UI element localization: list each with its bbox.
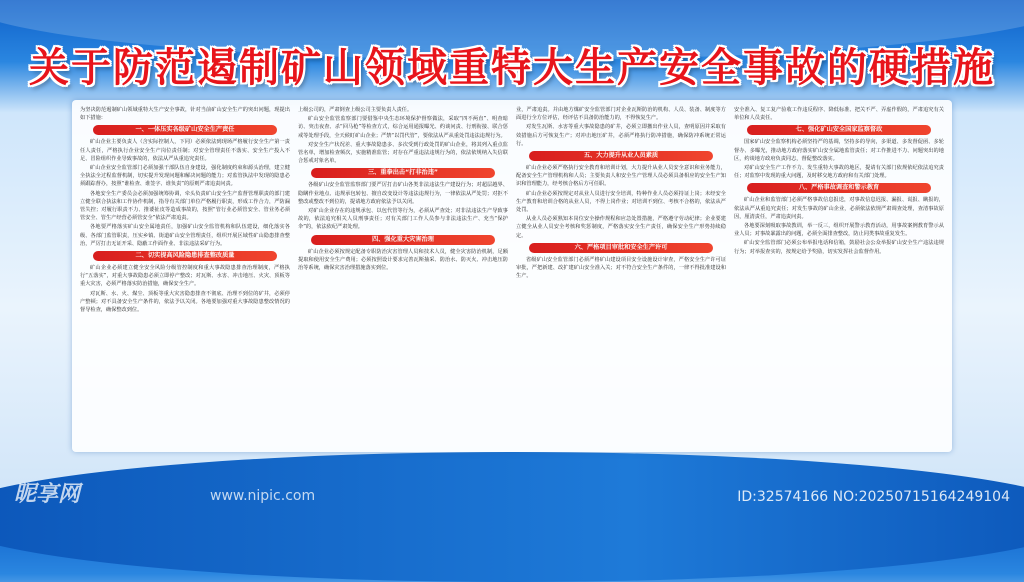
section-heading: 一、一体压实各级矿山安全生产责任 — [93, 125, 278, 135]
section-heading: 五、大力提升从业人员素质 — [529, 151, 714, 161]
section-heading: 二、切实提高风险隐患排查整改质量 — [93, 251, 278, 261]
body-paragraph: 从业人员必须熟知本岗位安全操作规程和应急处置措施，严格遵守劳动纪律；企业要建立健全从业人员安全考核和奖惩制度，严格落实安全生产责任，确保安全生产形势持续稳定。 — [516, 216, 726, 239]
body-paragraph: 矿山企业必须按规定配备专职防治灾害管理人员和技术人员，健全灾害防治机制，足额提取和使用安全生产费用；必须按照设计要求完善瓦斯抽采、防治水、防灭火、冲击地压防治等系统，确保灾害治理措施落实到位。 — [298, 248, 508, 272]
section-heading: 七、强化矿山安全国家监察督政 — [747, 125, 932, 135]
text-column-4 — [734, 106, 944, 446]
body-paragraph: 矿山企业必须按规定对从业人员进行安全培训，特种作业人员必须持证上岗；未经安全生产教育和培训合格的从业人员，不得上岗作业；对培训不到位、考核不合格的，依法从严处罚。 — [516, 190, 726, 214]
body-paragraph: 上级公司的，严肃倒查上级公司主要负责人责任。 — [298, 107, 413, 113]
body-paragraph: 矿山企业必须建立健全安全风险分级管控制度和重大事故隐患排查治理制度，严格执行“五落实”，对重大事故隐患必须立即停产整改；对瓦斯、水害、冲击地压、火灾、顶板等重大灾害，必须严格落实防治措施，确保安全生产。 — [80, 265, 290, 288]
text-column-2 — [298, 106, 508, 446]
body-paragraph: 对矿山企业存在的违规承包、以包代管等行为，必须从严查处；对非法违法生产导致事故的，依法追究相关人员刑事责任；对有关部门工作人员参与非法违法生产、充当“保护伞”的，依法依纪严肃处理。 — [298, 208, 508, 231]
body-paragraph: 业，严肃追责。并由地方煤矿安全监管部门对企业瓦斯防治的机构、人员、装备、制度等方面进行全方位评估，经评估不具备防治能力的，不得恢复生产。 — [516, 107, 726, 122]
body-paragraph: 国家矿山安全监察机构必须坚持严的基调，坚持多的导向，多渠道、多发督促函、多轮督办、多曝光，推动地方政府落实矿山安全属地监管责任；对工作推进不力、问题突出的地区，约谈地方政府负责同志，督促整改落实。 — [734, 139, 944, 162]
body-paragraph: 省级矿山安全监管部门必须严格矿山建设项目安全设施设计审查，严格安全生产许可证审批，严把新建、改扩建矿山安全准入关；对不符合安全生产条件的，一律不得批准建设和生产。 — [516, 256, 726, 280]
section-heading: 四、强化重大灾害治理 — [311, 235, 496, 245]
watermark-id: ID:32574166 NO:20250715164249104 — [737, 489, 1010, 505]
background-swoosh-bottom — [0, 452, 1024, 582]
section-heading: 六、严格项目审批和安全生产许可 — [529, 243, 714, 253]
section-heading: 八、严格事故调查和警示教育 — [747, 183, 932, 193]
body-paragraph: 各级矿山安全监管监察部门要严厉打击矿山各类非法违法生产建设行为；对超层越界、隐瞒作业地点、违规承包转包、擅自改变设计等违法违规行为，一律依法从严处罚；对拒不整改或整改不到位的，提请地方政府依法予以关闭。 — [298, 182, 508, 205]
section-heading: 三、重拳出击“打非治违” — [311, 168, 496, 178]
content-columns — [80, 106, 944, 446]
watermark-brand: 昵享网 — [14, 481, 81, 507]
body-paragraph: 对瓦斯、水、火、煤尘、顶板等重大灾害隐患排查不彻底、治理不到位的矿井，必须停产整顿；对不具备安全生产条件的，依法予以关闭。各地要加强对重大事故隐患整改情况的督导检查，确保整改到位。 — [80, 290, 290, 314]
text-column-3 — [516, 106, 726, 446]
body-paragraph: 矿山企业安全监管部门必须加强干部队伍自身建设，强化制度约束和源头治理，建立健全执法全过程监督机制，切实提升发现问题和解决问题的能力；对监管执法中发现的隐患必须跟踪督办，按照“谁检查、谁签字、谁负责”的原则严肃追责问责。 — [80, 165, 290, 188]
body-paragraph: 各地要深刻吸取事故教训，举一反三，组织开展警示教育活动，用事故案例教育警示从业人员；对事故暴露出的问题，必须全面排查整改，防止同类事故重复发生。 — [734, 223, 944, 238]
intro-paragraph: 为坚决防范遏制矿山领域重特大生产安全事故，针对当前矿山安全生产的突出问题，现提出如下措施： — [80, 107, 290, 122]
watermark-url: www.nipic.com — [210, 488, 316, 504]
body-paragraph: 矿山企业必须严格执行安全教育和培训计划，大力提升从业人员安全意识和业务能力，配备安全生产管理机构和人员；主要负责人和安全生产管理人员必须具备相应的安全生产知识和管理能力，经考核合格后方可任职。 — [516, 165, 726, 188]
body-paragraph: 矿山安全监管监察部门要借鉴中央生态环境保护督察做法，采取“四不两直”、明查暗访、突击夜查、杀“回马枪”等检查方式，综合运用通报曝光、约谈问责、行刑衔接、联合惩戒等处理手段，全天候盯矿山企业；严禁“以罚代管”，要依法从严从重处罚违法违规行为。 — [298, 116, 508, 139]
body-paragraph: 对发生瓦斯、水害等重大事故隐患的矿井，必须立即撤出作业人员，查明原因并采取有效措施后方可恢复生产；对冲击地压矿井，必须严格执行防冲措施，确保防冲系统正常运行。 — [516, 124, 726, 147]
content-panel — [72, 100, 952, 452]
text-column-1 — [80, 106, 290, 446]
body-paragraph: 各地要严格落实矿山安全属地责任，加强矿山安全监管机构和队伍建设，细化落实各级、各部门监管职责，压实乡镇、街道矿山安全管理责任，组织开展区域性矿山隐患排查整治，严厉打击无证开采、隐蔽工作面作业、非法违法采矿行为。 — [80, 224, 290, 247]
body-paragraph: 安全准入、复工复产验收工作违反程序、降低标准、把关不严、弄虚作假的，严肃追究有关单位和人员责任。 — [734, 107, 944, 122]
poster-title: 关于防范遏制矿山领域重特大生产安全事故的硬措施 — [29, 45, 995, 91]
body-paragraph: 矿山安全监管部门必须公布举报电话和信箱，鼓励社会公众举报矿山安全生产违法违规行为；对举报查实的，按规定给予奖励，切实发挥社会监督作用。 — [734, 240, 944, 255]
body-paragraph: 对矿山安全生产工作不力、发生重特大事故的地区，提请有关部门依规依纪依法追究责任；对监察中发现的重大问题，及时移交地方政府和有关部门处理。 — [734, 165, 944, 180]
body-paragraph: 矿山企业主要负责人（含实际控制人，下同）必须依法到现场严格履行安全生产第一责任人责任，严格执行企业安全生产岗位责任制；对安全管理责任不落实、安全生产投入不足、冒险组织作业导致事故的，依法从严从重追究责任。 — [80, 139, 290, 162]
body-paragraph: 矿山企业和监管部门必须严格事故信息报送，对事故信息迟报、漏报、谎报、瞒报的，依法从严从重追究责任；对发生事故的矿山企业，必须依法依规严肃调查处理，查清事故原因，厘清责任，严肃追责问责。 — [734, 197, 944, 220]
body-paragraph: 对安全生产状况差、重大事故隐患多、多次受到行政处罚的矿山企业，将其列入重点监管名单，增加检查频次，实施精准监管；对存在严重违法违规行为的，依法依规纳入失信联合惩戒对象名单。 — [298, 141, 508, 165]
body-paragraph: 各地安全生产委员会必须加强统筹协调，牵头负责矿山安全生产监督管理职责的部门建立健全联合执法和工作协作机制，指导有关部门单位严格履行职责，形成工作合力，严防漏管失控；对履行职责不力、推诿扯皮等造成事故的，按照“管行业必须管安全、管业务必须管安全、管生产经营必须管安全”依法严肃追责。 — [80, 190, 290, 222]
